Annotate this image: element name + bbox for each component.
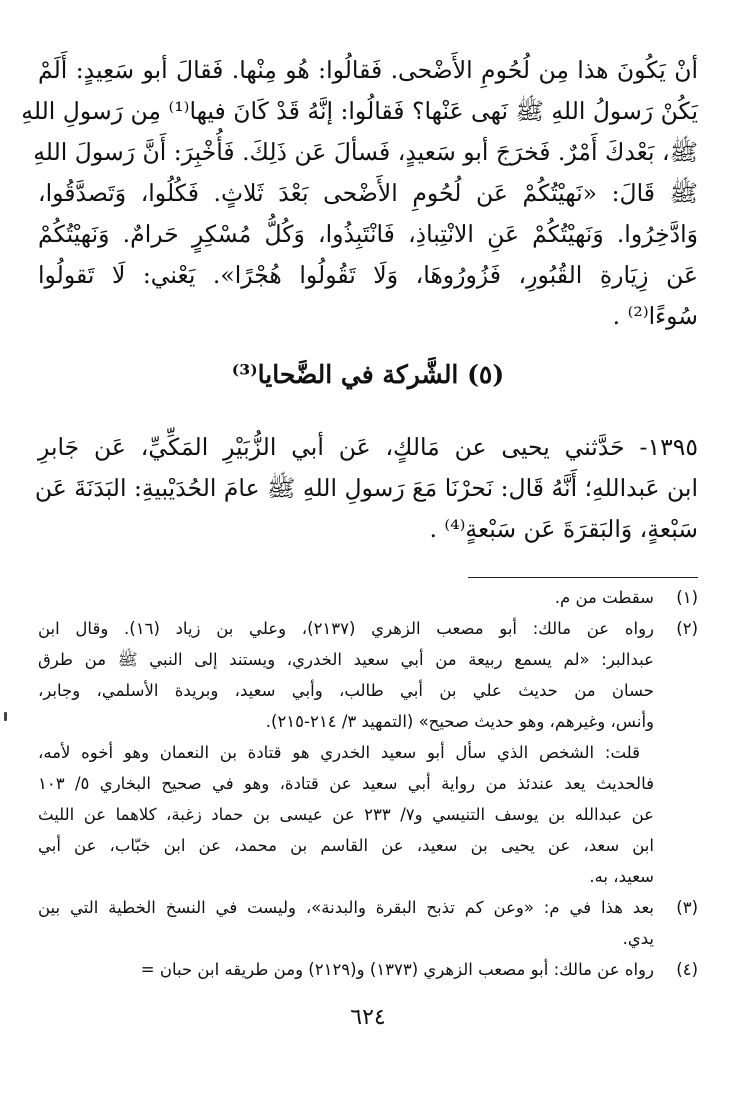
footnote-note-line: فالحديث يعد عندئذ من رواية أبي سعيد عن قتادة، وهو في صحيح البخاري ٥/ ١٠٣ [38,774,654,793]
footnote-number: (٤) [676,960,698,979]
main-text-line: ﷺ، بَعْدكَ أَمْرٌ. فَخرَجَ أبو سَعيدٍ، فَسألَ عَن ذَلِكَ. فَأُخْبِرَ: أَنَّ رَسولَ اللهِ [33,138,698,166]
main-text-line: وَادَّخِرُوا. وَنَهيْتُكُمْ عَنِ الانْتِباذِ، فَانْتَبِذُوا، وَكُلُّ مُسْكِرٍ حَرامٌ. وَنَهيْتُكُمْ [38,220,698,248]
footnote-note-line: ابن سعد، عن يحيى بن سعيد، عن القاسم بن محمد، عن ابن خبّاب، عن أبي [38,836,654,855]
hadith-line: ١٣٩٥- حَدَّثني يحيى عن مَالكٍ، عَن أبي الزُّبَيْرِ المَكِّيِّ، عَن جَابرِ [38,433,698,461]
footnote-number: (٣) [676,898,698,917]
footnote-number: (٢) [676,619,698,638]
main-text-line: عَن زِيَارةِ القُبُورِ، فَزُورُوهَا، وَلَا تَقُولُوا هُجْرًا». يَعْني: لَا تَقولُوا [38,261,698,289]
main-text-line: أنْ يَكُونَ هذا مِن لُحُومِ الأَضْحى. فَقالُوا: هُو مِنْها. فَقالَ أبو سَعِيدٍ: أَلَمْ [38,56,698,84]
footnote-number: (١) [676,588,698,607]
footnote-line: سقطت من م. [554,588,654,607]
footnote-body [38,954,654,985]
footnotes [38,582,698,985]
main-text-line: ﷺ قَالَ: «نَهيْتُكُمْ عَن لُحُومِ الأَضْحى بَعْدَ ثَلاثٍ. فَكُلُوا، وَتَصدَّقُوا، [38,179,698,207]
footnote-note-line: قلت: الشخص الذي سأل أبو سعيد الخدري هو قتادة بن النعمان وهو أخوه لأمه، [38,743,640,762]
footnote-line: يدي. [622,929,654,948]
footnote-note-line: سعيد، به. [589,867,654,886]
footnote-line: وأنس، وغيرهم، وهو حديث صحيح» (التمهيد ٣/ ٢١٤-٢١٥). [265,712,654,731]
hadith-line: ابن عَبداللهِ؛ أَنَّهُ قَال: نَحرْنَا مَعَ رَسولِ اللهِ ﷺ عامَ الحُدَيْبيةِ: البَدَنَةَ عَن [34,474,698,502]
section-heading: (٥) الشَّركة في الضَّحايا⁽³⁾ [231,360,505,389]
footnote-3 [38,892,698,954]
footnote-divider [468,577,698,578]
footnote-2-note [38,737,698,892]
footnote-2 [38,613,698,737]
footnote-1 [38,582,698,613]
scan-mark [4,712,7,721]
book-page [21,50,698,979]
footnote-body [38,892,654,954]
footnote-line: رواه عن مالك: أبو مصعب الزهري (١٣٧٣) و(٢١٢٩) ومن طريقه ابن حبان = [140,960,654,979]
footnote-4 [38,954,698,985]
main-text-line: سُوءًا⁽²⁾ . [612,302,698,330]
hadith-paragraph [34,427,698,550]
footnote-line: رواه عن مالك: أبو مصعب الزهري (٢١٣٧)، وعلي بن زياد (١٦). وقال ابن [38,619,655,638]
page-number: ٦٢٤ [350,1005,386,1030]
hadith-line: سَبْعةٍ، وَالبَقرَةَ عَن سَبْعةٍ⁽⁴⁾ . [429,515,698,543]
footnote-line: حسان من حديث علي بن أبي طالب، وأبي سعيد، وبريدة الأسلمي، وجابر، [38,681,654,700]
footnote-note-line: عن عبدالله بن يوسف التنيسي و٧/ ٢٣٣ عن عيسى بن حماد زغبة، كلاهما عن الليث [38,805,654,824]
footnote-body [38,613,654,737]
footnote-line: بعد هذا في م: «وعن كم تذبح البقرة والبدنة»، وليست في النسخ الخطية التي بين [38,898,654,917]
main-text-line: يَكُنْ رَسولُ اللهِ ﷺ نَهى عَنْها؟ فَقالُوا: إنَّهُ قَدْ كَانَ فيها⁽¹⁾ مِن رَسولِ اللهِ [21,97,698,125]
main-text-paragraph [21,50,698,337]
footnote-line: عبدالبر: «لم يسمع ربيعة من أبي سعيد الخدري، ويستند إلى النبي ﷺ من طرق [38,650,654,669]
footnote-body [38,582,654,613]
